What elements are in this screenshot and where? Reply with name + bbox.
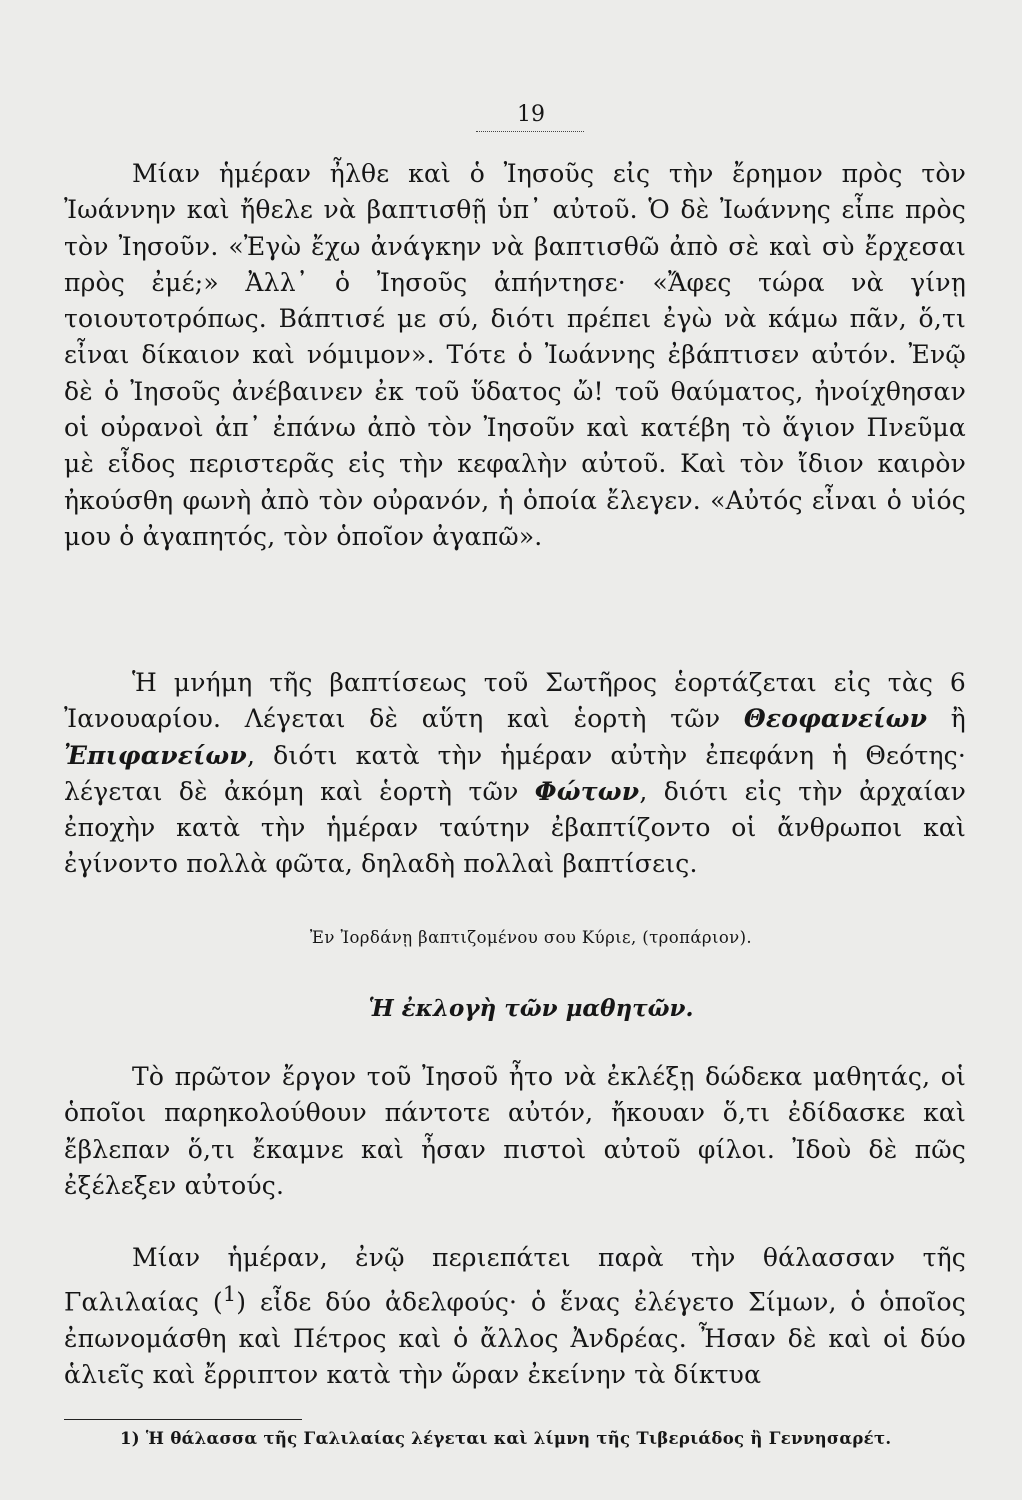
paragraph-feast-text-b: ἢ <box>927 704 966 734</box>
page-number: 19 <box>517 102 545 127</box>
term-theophaneia: Θεοφανείων <box>743 704 928 734</box>
paragraph-feast-text-a: Ἡ μνήμη τῆς βαπτίσεως τοῦ Σωτῆρος ἑορτάζεται εἰς τὰς 6 Ἰανουαρίου. Λέγεται δὲ αὕτη καὶ ἑορτὴ τῶν <box>64 668 966 734</box>
paragraph-feast <box>64 665 966 883</box>
paragraph-galilee-text-b: ) εἶδε δύο ἀδελφούς· ὁ ἕνας ἐλέγετο Σίμων, ὁ ὁποῖος ἐπωνομάσθη καὶ Πέτρος καὶ ὁ ἄλλος Ἀνδρέας. Ἦσαν δὲ καὶ οἱ δύο ἁλιεῖς καὶ ἔρριπτον κατὰ τὴν ὥραν ἐκείνην τὰ δίκτυα <box>64 1287 966 1390</box>
hymn-reference: Ἐν Ἰορδάνῃ βαπτιζομένου σου Κύριε, (τροπάριον). <box>309 928 753 947</box>
term-epiphaneia: Ἐπιφανείων <box>64 740 247 770</box>
paragraph-feast-text-d: , διότι εἰς τὴν ἀρχαίαν ἐποχὴν κατὰ τὴν ἡμέραν ταύτην ἐβαπτίζοντο οἱ ἄνθρωποι καὶ ἐγίνοντο πολλὰ φῶτα, δηλαδὴ πολλαὶ βαπτίσεις. <box>64 776 966 879</box>
section-title: Ἡ ἐκλογὴ τῶν μαθητῶν. <box>368 995 694 1022</box>
footnote-divider <box>64 1419 302 1420</box>
paragraph-feast-text-c: , διότι κατὰ τὴν ἡμέραν αὐτὴν ἐπεφάνη ἡ Θεότης· λέγεται δὲ ἀκόμη καὶ ἑορτὴ τῶν <box>64 740 966 806</box>
page-number-rule <box>476 131 584 132</box>
paragraph-galilee <box>64 1240 966 1394</box>
paragraph-disciples-intro: Τὸ πρῶτον ἔργον τοῦ Ἰησοῦ ἦτο νὰ ἐκλέξῃ δώδεκα μαθητάς, οἱ ὁποῖοι παρηκολούθουν πάντοτε αὐτόν, ἤκουαν ὅ,τι ἐδίδασκε καὶ ἔβλεπαν ὅ,τι ἔκαμνε καὶ ἦσαν πιστοὶ αὐτοῦ φίλοι. Ἰδοὺ δὲ πῶς ἐξέλεξεν αὐτούς. <box>64 1062 966 1200</box>
term-fota: Φώτων <box>534 776 640 806</box>
paragraph-block-2 <box>64 665 966 883</box>
paragraph-galilee-text-a: Μίαν ἡμέραν, ἐνῷ περιεπάτει παρὰ τὴν θάλασσαν τῆς Γαλιλαίας ( <box>64 1243 966 1317</box>
paragraph-block-4 <box>64 1240 966 1394</box>
paragraph-baptism-story: Μίαν ἡμέραν ἦλθε καὶ ὁ Ἰησοῦς εἰς τὴν ἔρημον πρὸς τὸν Ἰωάννην καὶ ἤθελε νὰ βαπτισθῇ ὑπ᾽ αὐτοῦ. Ὁ δὲ Ἰωάννης εἶπε πρὸς τὸν Ἰησοῦν. «Ἐγὼ ἔχω ἀνάγκην νὰ βαπτισθῶ ἀπὸ σὲ καὶ σὺ ἔρχεσαι πρὸς ἐμέ;» Ἀλλ᾽ ὁ Ἰησοῦς ἀπήντησε· «Ἄφες τώρα νὰ γίνῃ τοιουτοτρόπως. Βάπτισέ με σύ, διότι πρέπει ἐγὼ νὰ κάμω πᾶν, ὅ,τι εἶναι δίκαιον καὶ νόμιμον». Τότε ὁ Ἰωάννης ἐβάπτισεν αὐτόν. Ἐνῷ δὲ ὁ Ἰησοῦς ἀνέβαινεν ἐκ τοῦ ὕδατος ὤ! τοῦ θαύματος, ἠνοίχθησαν οἱ οὐρανοὶ ἀπ᾽ ἐπάνω ἀπὸ τὸν Ἰησοῦν καὶ κατέβη τὸ ἅγιον Πνεῦμα μὲ εἶδος περιστερᾶς εἰς τὴν κεφαλὴν αὐτοῦ. Καὶ τὸν ἴδιον καιρὸν ἠκούσθη φωνὴ ἀπὸ τὸν οὐρανόν, ἡ ὁποία ἔλεγεν. «Αὐτός εἶναι ὁ υἱός μου ὁ ἀγαπητός, τὸν ὁποῖον ἀγαπῶ». <box>64 159 966 551</box>
paragraph-block-3 <box>64 1059 966 1204</box>
paragraph-block-1 <box>64 156 966 555</box>
footnote-reference: 1 <box>222 1282 237 1307</box>
footnote: 1) Ἡ θάλασσα τῆς Γαλιλαίας λέγεται καὶ λίμνη τῆς Τιβεριάδος ἢ Γεννησαρέτ. <box>120 1429 892 1448</box>
